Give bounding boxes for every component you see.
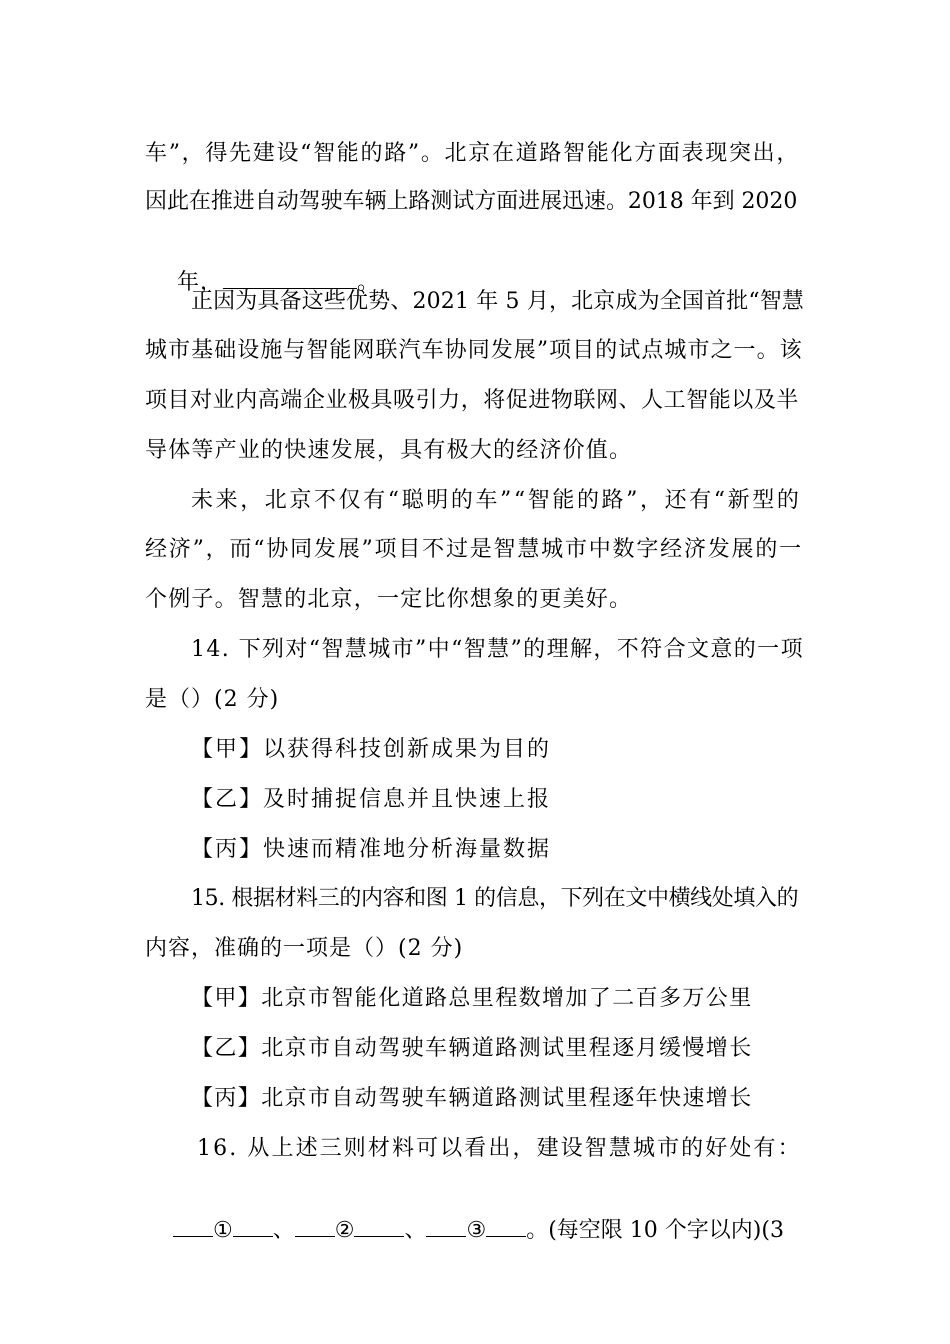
question-15-stem: 15. 根据材料三的内容和图 1 的信息，下列在文中横线处填入的: [191, 886, 799, 911]
blank-marker: ②: [334, 1218, 355, 1243]
fill-in-blank[interactable]: [486, 1214, 526, 1237]
option-bing[interactable]: 【丙】北京市自动驾驶车辆道路测试里程逐年快速增长: [191, 1086, 753, 1111]
text-fragment: 年，: [176, 270, 223, 295]
question-15-stem-cont: 内容，准确的一项是（）(2 分): [145, 936, 464, 961]
text-line: 个例子。智慧的北京，一定比你想象的更美好。: [145, 587, 633, 612]
paragraph-first-line: 未来，北京不仅有“聪明的车”“智能的路”，还有“新型的: [191, 488, 802, 513]
separator: 、: [404, 1218, 427, 1243]
fill-in-blank[interactable]: [233, 1214, 273, 1237]
fill-in-blank[interactable]: [354, 1214, 404, 1237]
separator: 、: [272, 1218, 295, 1243]
question-14-stem-cont: 是（）(2 分): [145, 687, 280, 712]
text-line: 项目对业内高端企业极具吸引力，将促进物联网、人工智能以及半: [145, 388, 799, 413]
fill-in-blank[interactable]: [426, 1214, 466, 1237]
option-jia[interactable]: 【甲】以获得科技创新成果为目的: [191, 737, 552, 762]
fill-in-blank[interactable]: [295, 1214, 335, 1237]
text-line: 车”，得先建设“智能的路”。北京在道路智能化方面表现突出，: [145, 141, 801, 166]
fill-in-blank[interactable]: [173, 1214, 213, 1237]
text-line: 因此在推进自动驾驶车辆上路测试方面进展迅速。2018 年到 2020: [145, 189, 798, 214]
text-fragment: 。(每空限 10 个字以内)(3: [526, 1218, 784, 1243]
question-16-stem: 16. 从上述三则材料可以看出，建设智慧城市的好处有：: [197, 1136, 802, 1161]
question-14-stem: 14. 下列对“智慧城市”中“智慧”的理解，不符合文意的一项: [191, 637, 804, 662]
blank-marker: ③: [466, 1218, 487, 1243]
question-16-blanks: [145, 1184, 784, 1276]
option-jia[interactable]: 【甲】北京市智能化道路总里程数增加了二百多万公里: [191, 986, 753, 1011]
text-line: 经济”，而“协同发展”项目不过是智慧城市中数字经济发展的一: [145, 537, 803, 562]
text-line: 导体等产业的快速发展，具有极大的经济价值。: [145, 438, 633, 463]
option-bing[interactable]: 【丙】快速而精准地分析海量数据: [191, 837, 552, 862]
text-fragment: 。: [357, 270, 381, 295]
blank-marker: ①: [212, 1218, 233, 1243]
option-yi[interactable]: 【乙】及时捕捉信息并且快速上报: [191, 787, 552, 812]
fill-in-blank[interactable]: [223, 266, 357, 289]
option-yi[interactable]: 【乙】北京市自动驾驶车辆道路测试里程逐月缓慢增长: [191, 1036, 753, 1061]
text-line: 城市基础设施与智能网联汽车协同发展”项目的试点城市之一。该: [145, 338, 803, 363]
paragraph-first-line: 正因为具备这些优势、2021 年 5 月，北京成为全国首批“智慧: [191, 289, 805, 314]
